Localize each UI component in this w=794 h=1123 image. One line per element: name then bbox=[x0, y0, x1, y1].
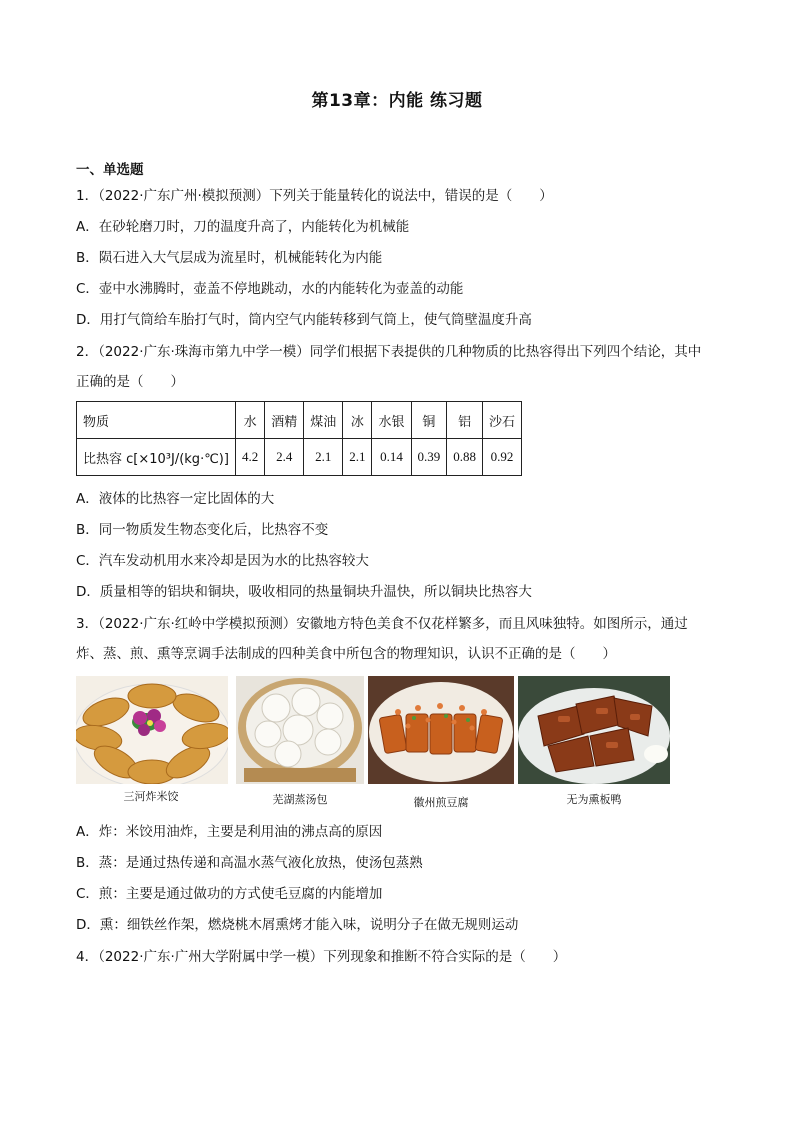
question-3-stem-line-2: 炸、蒸、煎、熏等烹调手法制成的四种美食中所包含的物理知识，认识不正确的是（ ） bbox=[76, 646, 616, 662]
page-title: 第13章：内能 练习题 bbox=[311, 91, 483, 111]
table-header-cell: 沙石 bbox=[483, 402, 522, 439]
table-cell: 0.92 bbox=[483, 439, 522, 476]
table-header-cell: 冰 bbox=[343, 402, 372, 439]
question-1-stem: 1．（2022·广东广州·模拟预测）下列关于能量转化的说法中，错误的是（ ） bbox=[76, 188, 553, 204]
question-2-stem-line-2: 正确的是（ ） bbox=[76, 374, 184, 390]
table-row-label: 比热容 c[×10³J/(kg·℃)] bbox=[77, 439, 236, 476]
question-3-option-c: C．煎：主要是通过做功的方式使毛豆腐的内能增加 bbox=[76, 886, 383, 902]
question-3-option-d: D．熏：细铁丝作架，燃烧桃木屑熏烤才能入味，说明分子在做无规则运动 bbox=[76, 917, 519, 933]
question-1-option-b: B．陨石进入大气层成为流星时，机械能转化为内能 bbox=[76, 250, 383, 266]
question-2-option-b: B．同一物质发生物态变化后，比热容不变 bbox=[76, 522, 329, 538]
question-2-option-c: C．汽车发动机用水来冷却是因为水的比热容较大 bbox=[76, 553, 369, 569]
question-2-option-d: D．质量相等的铝块和铜块，吸收相同的热量铜块升温快，所以铜块比热容大 bbox=[76, 584, 532, 600]
question-2-option-a: A．液体的比热容一定比固体的大 bbox=[76, 491, 275, 507]
section-heading: 一、单选题 bbox=[76, 162, 144, 178]
question-1-option-c: C．壶中水沸腾时，壶盖不停地跳动，水的内能转化为壶盖的动能 bbox=[76, 281, 464, 297]
table-header-cell: 铝 bbox=[447, 402, 483, 439]
table-header-cell: 水 bbox=[235, 402, 264, 439]
table-header-cell: 水银 bbox=[372, 402, 411, 439]
question-4-stem: 4．（2022·广东·广州大学附属中学一模）下列现象和推断不符合实际的是（ ） bbox=[76, 949, 567, 965]
food-caption: 无为熏板鸭 bbox=[566, 793, 622, 806]
question-3-option-b: B．蒸：是通过热传递和高温水蒸气液化放热，使汤包蒸熟 bbox=[76, 855, 423, 871]
table-header-cell: 煤油 bbox=[304, 402, 343, 439]
table-cell: 0.14 bbox=[372, 439, 411, 476]
question-1-option-a: A．在砂轮磨刀时，刀的温度升高了，内能转化为机械能 bbox=[76, 219, 410, 235]
fried-tofu-photo bbox=[368, 676, 514, 784]
food-caption: 徽州煎豆腐 bbox=[413, 796, 469, 809]
question-3-stem-line-1: 3．（2022·广东·红岭中学模拟预测）安徽地方特色美食不仅花样繁多，而且风味独特。如图所示，通过 bbox=[76, 616, 688, 632]
question-3-option-a: A．炸：米饺用油炸，主要是利用油的沸点高的原因 bbox=[76, 824, 383, 840]
table-cell: 2.1 bbox=[304, 439, 343, 476]
table-cell: 0.39 bbox=[411, 439, 447, 476]
food-image-row bbox=[76, 676, 676, 811]
table-cell: 0.88 bbox=[447, 439, 483, 476]
food-caption: 三河炸米饺 bbox=[123, 790, 179, 803]
food-caption: 芜湖蒸汤包 bbox=[272, 793, 328, 806]
table-cell: 2.1 bbox=[343, 439, 372, 476]
table-header-cell: 物质 bbox=[77, 402, 236, 439]
table-header-row bbox=[77, 402, 522, 439]
table-cell: 2.4 bbox=[265, 439, 304, 476]
question-2-stem-line-1: 2．（2022·广东·珠海市第九中学一模）同学们根据下表提供的几种物质的比热容得出下列四个结论，其中 bbox=[76, 344, 702, 360]
smoked-duck-photo bbox=[518, 676, 670, 784]
specific-heat-table bbox=[76, 401, 522, 476]
table-row bbox=[77, 439, 522, 476]
steamed-buns-photo bbox=[236, 676, 364, 784]
table-cell: 4.2 bbox=[235, 439, 264, 476]
fried-dumplings-photo bbox=[76, 676, 228, 784]
table-header-cell: 铜 bbox=[411, 402, 447, 439]
question-1-option-d: D．用打气筒给车胎打气时，筒内空气内能转移到气筒上，使气筒壁温度升高 bbox=[76, 312, 532, 328]
table-header-cell: 酒精 bbox=[265, 402, 304, 439]
